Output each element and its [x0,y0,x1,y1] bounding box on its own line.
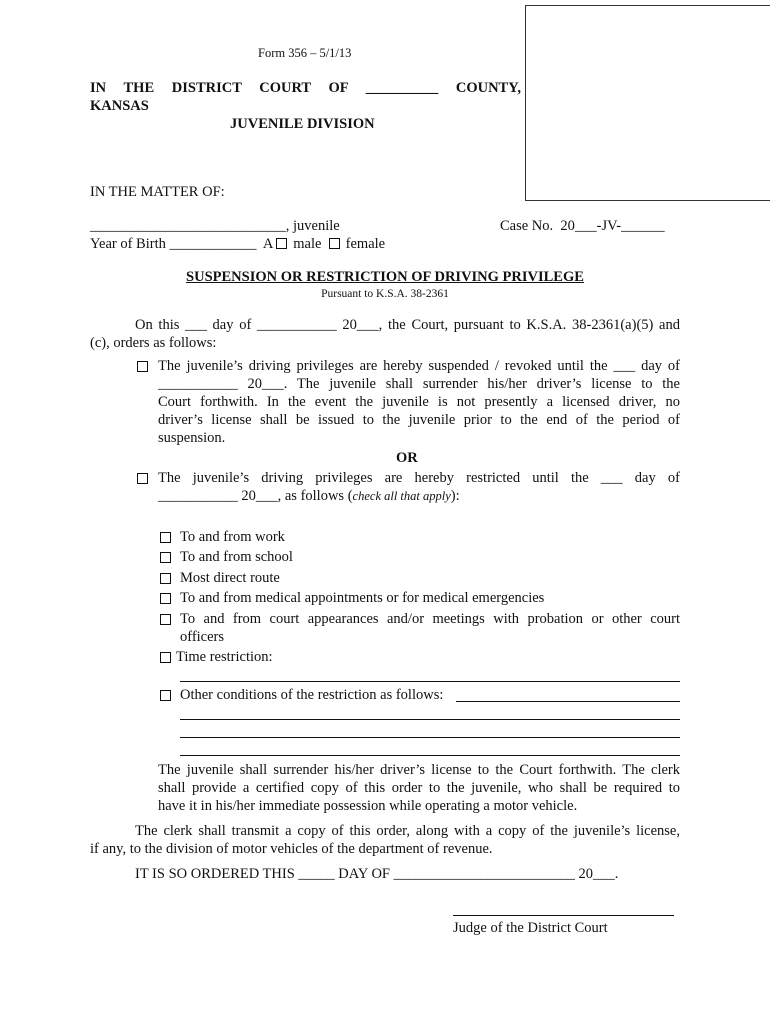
document-title: SUSPENSION OR RESTRICTION OF DRIVING PRIVILEGE [186,269,584,285]
restriction-item-time: Time restriction: [176,649,273,665]
suspension-line: Court forthwith. In the event the juvenile is not presently a licensed driver, no [158,394,680,410]
clerk-filing-stamp-box [525,5,770,201]
restriction-item-work: To and from work [180,529,285,545]
medical-checkbox[interactable] [160,593,171,604]
court-heading: IN THE DISTRICT COURT OF __________ COUNTY, [90,80,521,96]
restriction-item-medical: To and from medical appointments or for medical emergencies [180,590,545,606]
transmit-line: The clerk shall transmit a copy of this order, along with a copy of the juvenile’s license, [135,823,680,839]
restriction-item-route: Most direct route [180,570,280,586]
restriction-item-school: To and from school [180,549,293,565]
year-of-birth-row [90,235,385,253]
or-label: OR [396,450,418,466]
restriction-checkbox[interactable] [137,473,148,484]
school-checkbox[interactable] [160,552,171,563]
suspension-line: ___________ 20___. The juvenile shall surrender his/her driver’s license to the [158,376,680,392]
ordered-line[interactable]: IT IS SO ORDERED THIS _____ DAY OF _________________________ 20___. [135,866,619,882]
other-conditions-field[interactable] [180,737,680,738]
judge-signature-label: Judge of the District Court [453,920,608,936]
division-heading: JUVENILE DIVISION [230,116,375,132]
restriction-text-end: ): [450,488,460,504]
document-subtitle: Pursuant to K.S.A. 38-2361 [321,288,449,300]
restriction-item-other: Other conditions of the restriction as follows: [180,687,444,703]
female-label: female [345,236,386,252]
matter-label: IN THE MATTER OF: [90,184,225,200]
court-state: KANSAS [90,98,149,114]
other-conditions-field[interactable] [180,719,680,720]
surrender-line: shall provide a certified copy of this order to the juvenile, who shall be required to [158,780,680,796]
suspension-line: The juvenile’s driving privileges are hereby suspended / revoked until the ___ day of [158,358,680,374]
restriction-note: check all that apply [352,489,451,503]
time-restriction-field[interactable] [180,681,680,682]
case-number-field[interactable]: Case No. 20___-JV-______ [500,218,665,234]
restriction-text: ___________ 20___, as follows ( [158,488,353,504]
suspension-line: suspension. [158,430,226,446]
male-checkbox[interactable] [276,238,287,249]
court-checkbox[interactable] [160,614,171,625]
juvenile-name-field[interactable]: ___________________________, juvenile [90,218,340,234]
restriction-line [158,487,460,505]
surrender-line: have it in his/her immediate possession while operating a motor vehicle. [158,798,578,814]
male-label: male [293,236,322,252]
intro-line-1: On this ___ day of ___________ 20___, the Court, pursuant to K.S.A. 38-2361(a)(5) and [135,317,680,333]
work-checkbox[interactable] [160,532,171,543]
surrender-line: The juvenile shall surrender his/her driver’s license to the Court forthwith. The clerk [158,762,680,778]
female-checkbox[interactable] [329,238,340,249]
restriction-line: The juvenile’s driving privileges are hereby restricted until the ___ day of [158,470,680,486]
other-conditions-field[interactable] [180,755,680,756]
year-of-birth-field[interactable]: Year of Birth ____________ A [90,236,273,252]
form-number: Form 356 – 5/1/13 [258,46,352,60]
other-conditions-checkbox[interactable] [160,690,171,701]
transmit-line: if any, to the division of motor vehicles of the department of revenue. [90,841,493,857]
time-restriction-checkbox[interactable] [160,652,171,663]
suspension-line: driver’s license shall be issued to the juvenile prior to the end of the period of [158,412,680,428]
other-conditions-field[interactable] [456,701,680,702]
restriction-item-court-cont: officers [180,629,225,645]
suspension-checkbox[interactable] [137,361,148,372]
restriction-item-court: To and from court appearances and/or meetings with probation or other court [180,611,680,627]
judge-signature-field[interactable] [453,915,674,916]
direct-route-checkbox[interactable] [160,573,171,584]
intro-line-2: (c), orders as follows: [90,335,217,351]
